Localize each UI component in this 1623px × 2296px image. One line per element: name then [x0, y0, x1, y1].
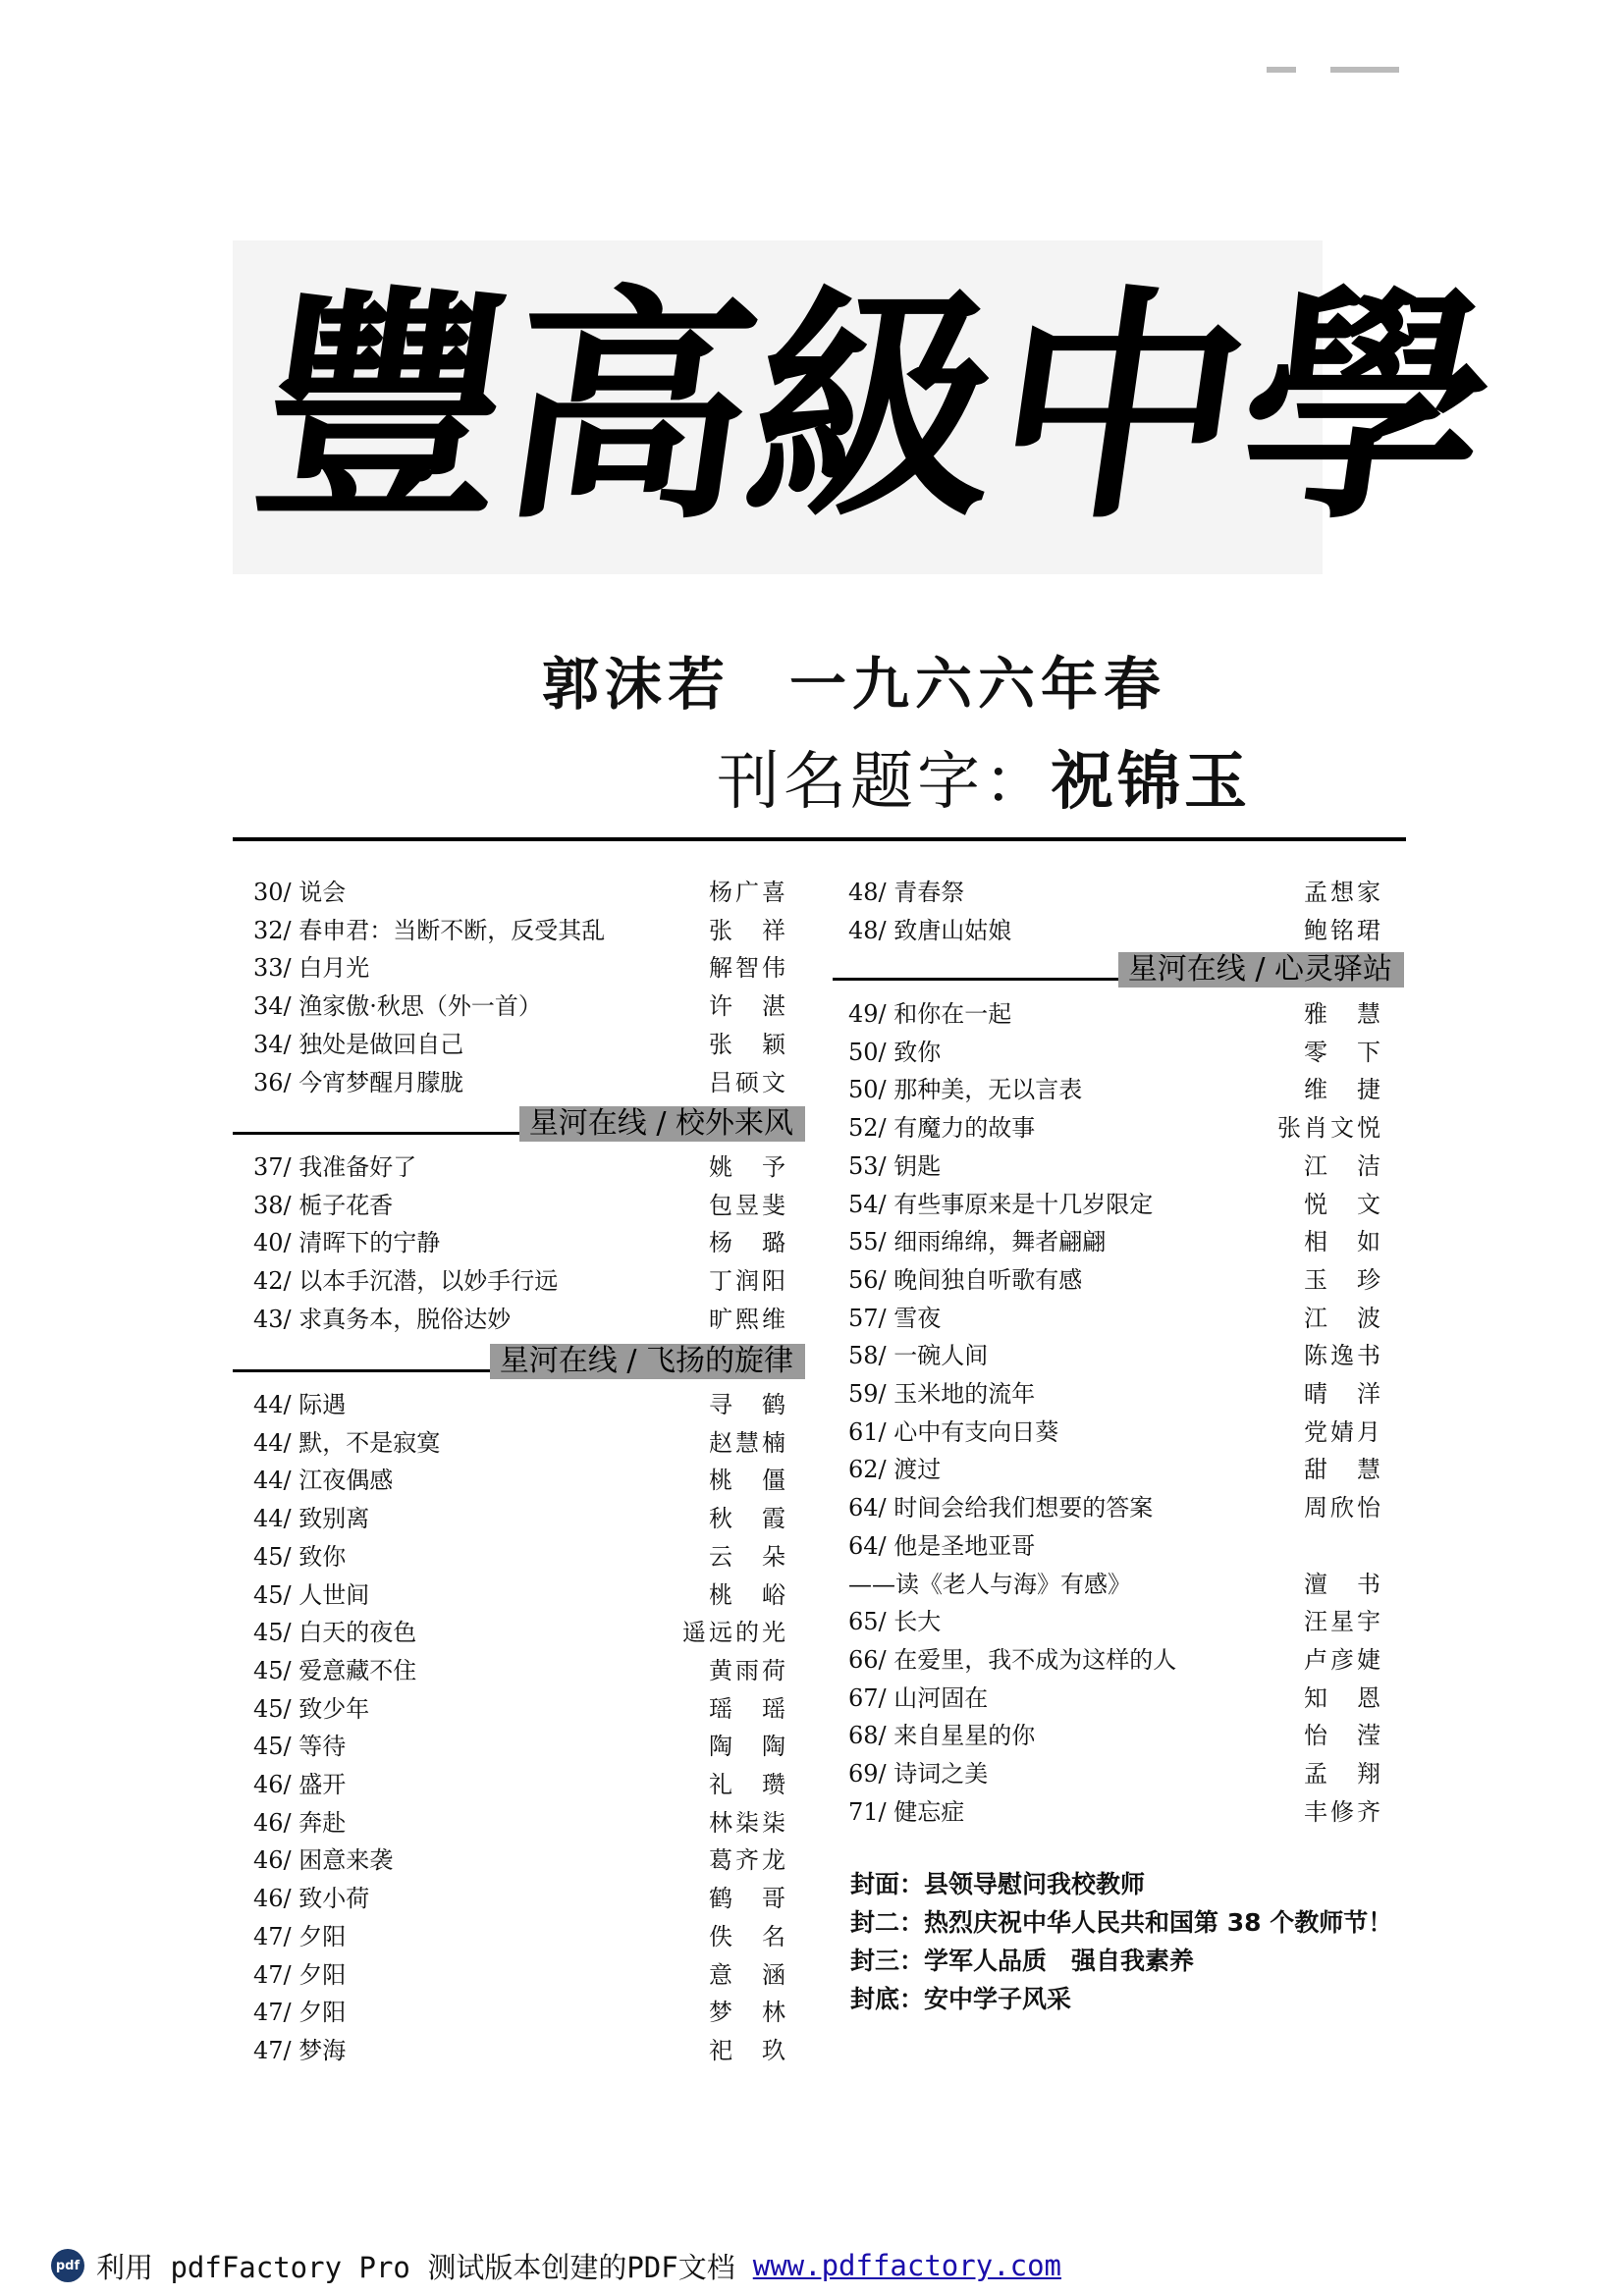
toc-entry: [253, 1538, 788, 1576]
toc-entry-author: 怡 滢: [1304, 1722, 1383, 1750]
toc-entry-title: 45/ 爱意藏不住: [253, 1656, 417, 1684]
toc-entry: [253, 1224, 788, 1262]
toc-entry-title: 54/ 有些事原来是十几岁限定: [848, 1190, 1154, 1218]
toc-entry-author: 黄雨荷: [709, 1656, 788, 1684]
toc-entry: [253, 1187, 788, 1225]
toc-entry: [253, 1026, 788, 1064]
cover-note: 封面：县领导慰问我校教师: [850, 1870, 1146, 1898]
toc-entry: [253, 1500, 788, 1538]
calligraphy-date: 一九六六年春: [789, 651, 1167, 718]
cover-note: 封底：安中学子风采: [850, 1985, 1072, 2013]
toc-entry-title: 40/ 清晖下的宁静: [253, 1229, 441, 1257]
toc-entry: [848, 1109, 1383, 1148]
toc-entry-author: 吕硕文: [709, 1068, 788, 1096]
toc-entry-title: 48/ 致唐山姑娘: [848, 916, 1012, 944]
toc-entry: [848, 1071, 1383, 1109]
toc-entry: [848, 995, 1383, 1034]
toc-entry-author: 桃 峪: [709, 1580, 788, 1609]
toc-entry-author: 张 颖: [709, 1030, 788, 1058]
toc-entry: [253, 1956, 788, 1995]
masthead-attribution: [542, 638, 1229, 721]
toc-entry-author: 江 波: [1304, 1304, 1383, 1332]
toc-entry-author: 晴 洋: [1304, 1380, 1383, 1408]
toc-entry-title: 52/ 有魔力的故事: [848, 1114, 1036, 1143]
toc-entry: [848, 1337, 1383, 1375]
toc-entry: [253, 1880, 788, 1918]
toc-entry-author: 桃 僵: [709, 1467, 788, 1495]
toc-entry-author: 维 捷: [1304, 1076, 1383, 1104]
section-label: 星河在线 / 飞扬的旋律: [490, 1344, 805, 1379]
toc-entry: [848, 1223, 1383, 1261]
toc-entry-author: 甜 慧: [1304, 1456, 1383, 1484]
toc-entry-title: 46/ 致小荷: [253, 1885, 370, 1913]
toc-entry-title: 34/ 渔家傲·秋思（外一首）: [253, 992, 542, 1021]
toc-entry-author: 陈逸书: [1304, 1342, 1383, 1370]
masthead-glyph: 學: [1223, 263, 1510, 552]
toc-entry-author: 孟 翔: [1304, 1760, 1383, 1788]
toc-entry-author: 鹤 哥: [709, 1885, 788, 1913]
toc-entry: [848, 1641, 1383, 1680]
toc-entry-title: 69/ 诗词之美: [848, 1760, 989, 1788]
toc-entry-author: 旷熙维: [709, 1305, 788, 1333]
toc-entry: [253, 1614, 788, 1652]
toc-entry: [848, 912, 1383, 950]
toc-entry: [848, 1793, 1383, 1832]
toc-entry-title: 44/ 际遇: [253, 1391, 347, 1418]
toc-entry: [848, 1755, 1383, 1793]
toc-entry-title: 55/ 细雨绵绵，舞者翩翩: [848, 1228, 1107, 1256]
toc-entry: [253, 949, 788, 988]
toc-entry: [848, 1414, 1383, 1452]
toc-entry: [848, 1680, 1383, 1718]
toc-entry-title: 61/ 心中有支向日葵: [848, 1417, 1059, 1446]
toc-entry-author: 知 恩: [1304, 1683, 1383, 1712]
toc-entry: [848, 1451, 1383, 1489]
toc-entry-author: 张肖文悦: [1277, 1114, 1383, 1143]
toc-entry: [253, 1462, 788, 1500]
toc-entry-title: 62/ 渡过: [848, 1456, 942, 1484]
toc-entry-title: 45/ 致你: [253, 1542, 347, 1571]
toc-entry-author: 零 下: [1304, 1038, 1383, 1066]
toc-entry-author: 祀 玖: [709, 2036, 788, 2064]
toc-entry-author: 陶 陶: [709, 1733, 788, 1761]
title-credit: [717, 731, 1251, 822]
toc-entry-author: 赵慧楠: [709, 1428, 788, 1457]
toc-entry-title: ——读《老人与海》有感》: [848, 1570, 1131, 1598]
toc-entry-title: 47/ 夕阳: [253, 1960, 347, 1989]
toc-entry-author: 党婧月: [1304, 1417, 1383, 1446]
masthead-glyph: 豐: [242, 263, 528, 552]
toc-entry-title: 50/ 致你: [848, 1038, 942, 1066]
toc-entry-author: 丰修齐: [1304, 1797, 1383, 1826]
toc-entry-title: 45/ 致少年: [253, 1694, 370, 1723]
toc-entry: [253, 1918, 788, 1956]
toc-entry-title: 44/ 江夜偶感: [253, 1467, 394, 1495]
toc-entry-author: 玉 珍: [1304, 1265, 1383, 1294]
title-credit-prefix: 刊名题字：: [717, 746, 1051, 819]
toc-entry-title: 66/ 在爱里，我不成为这样的人: [848, 1645, 1177, 1674]
toc-entry-title: 65/ 长大: [848, 1608, 942, 1636]
toc-entry-author: 寻 鹤: [709, 1391, 788, 1418]
toc-entry-title: 49/ 和你在一起: [848, 1000, 1012, 1028]
section-header: [233, 1344, 805, 1379]
toc-entry-title: 42/ 以本手沉潜，以妙手行远: [253, 1267, 559, 1296]
toc-entry-author: 杨 璐: [709, 1229, 788, 1257]
cover-note: 封三：学军人品质 强自我素养: [850, 1947, 1195, 1975]
toc-entry: [253, 874, 788, 912]
toc-entry-author: 孟想家: [1304, 879, 1383, 906]
toc-entry-author: 佚 名: [709, 1922, 788, 1950]
toc-entry: [848, 874, 1383, 912]
toc-entry-title: 44/ 默，不是寂寞: [253, 1428, 441, 1457]
divider: [233, 837, 1406, 841]
toc-entry-author: 江 洁: [1304, 1151, 1383, 1180]
toc-entry-title: 57/ 雪夜: [848, 1304, 942, 1332]
toc-entry: [253, 1728, 788, 1766]
toc-entry-title: 53/ 钥匙: [848, 1151, 942, 1180]
toc-entry: [253, 912, 788, 950]
toc-entry: [848, 1717, 1383, 1755]
toc-entry: [848, 1566, 1383, 1604]
toc-entry-author: 鲍铭珺: [1304, 916, 1383, 944]
toc-entry-title: 33/ 白月光: [253, 954, 370, 983]
toc-entry: [848, 1603, 1383, 1641]
toc-entry-title: 32/ 春申君：当断不断，反受其乱: [253, 916, 606, 944]
toc-entry: [253, 1424, 788, 1463]
toc-entry-author: 礼 瓒: [709, 1771, 788, 1798]
toc-entry-author: 解智伟: [709, 954, 788, 983]
toc-entry-author: 瑶 瑶: [709, 1694, 788, 1723]
toc-entry-title: 56/ 晚间独自听歌有感: [848, 1265, 1083, 1294]
toc-entry-author: 云 朵: [709, 1542, 788, 1571]
toc-entry: [848, 1034, 1383, 1072]
toc-entry-title: 43/ 求真务本，脱俗达妙: [253, 1305, 512, 1333]
toc-entry: [253, 1690, 788, 1729]
toc-entry-author: 相 如: [1304, 1228, 1383, 1256]
toc-entry-author: 张 祥: [709, 916, 788, 944]
toc-entry-author: 遥远的光: [682, 1619, 788, 1647]
toc-entry-author: 悦 文: [1304, 1190, 1383, 1218]
toc-entry-title: 68/ 来自星星的你: [848, 1722, 1036, 1750]
toc-entry-title: 47/ 夕阳: [253, 1922, 347, 1950]
toc-entry-author: 葛齐龙: [709, 1846, 788, 1875]
toc-entry-title: 64/ 他是圣地亚哥: [848, 1531, 1036, 1560]
toc-entry-title: 48/ 青春祭: [848, 879, 965, 906]
toc-entry: [253, 1064, 788, 1102]
toc-entry-title: 36/ 今宵梦醒月朦胧: [253, 1068, 464, 1096]
toc-entry-author: 包昱斐: [709, 1191, 788, 1219]
toc-entry-author: 许 湛: [709, 992, 788, 1021]
toc-entry-title: 71/ 健忘症: [848, 1797, 965, 1826]
toc-entry: [848, 1148, 1383, 1186]
pdffactory-logo-icon: pdf: [51, 2249, 84, 2282]
toc-entry: [253, 1994, 788, 2032]
toc-entry-title: 47/ 梦海: [253, 2036, 347, 2064]
toc-entry: [253, 1148, 788, 1187]
section-header: [233, 1106, 805, 1142]
title-credit-name: 祝锦玉: [1051, 745, 1251, 819]
toc-entry-title: 46/ 盛开: [253, 1771, 347, 1798]
toc-entry-title: 59/ 玉米地的流年: [848, 1380, 1036, 1408]
toc-entry-title: 50/ 那种美，无以言表: [848, 1076, 1083, 1104]
toc-entry: [253, 1804, 788, 1842]
cover-note: 封二：热烈庆祝中华人民共和国第 38 个教师节！: [850, 1908, 1393, 1937]
toc-entry-author: 雅 慧: [1304, 1000, 1383, 1028]
toc-entry: [848, 1489, 1383, 1527]
footer-link[interactable]: www.pdffactory.com: [752, 2249, 1062, 2282]
masthead-glyph: 中: [978, 263, 1265, 552]
toc-entry-title: 30/ 说会: [253, 879, 347, 906]
toc-entry-title: 38/ 栀子花香: [253, 1191, 394, 1219]
toc-entry-title: 64/ 时间会给我们想要的答案: [848, 1494, 1154, 1522]
toc-entry-author: 杨广喜: [709, 879, 788, 906]
toc-entry: [848, 1186, 1383, 1224]
footer-text: 利用 pdfFactory Pro 测试版本创建的PDF文档: [96, 2250, 735, 2284]
toc-entry-title: 45/ 等待: [253, 1733, 347, 1761]
toc-entry-author: 林柒柒: [709, 1808, 788, 1837]
toc-entry-author: 丁润阳: [709, 1267, 788, 1296]
toc-entry-title: 46/ 困意来袭: [253, 1846, 394, 1875]
masthead-calligraphy: [233, 240, 1510, 574]
toc-entry-title: 67/ 山河固在: [848, 1683, 989, 1712]
toc-entry: [848, 1375, 1383, 1414]
toc-entry: [848, 1527, 1383, 1566]
toc-entry-author: 姚 予: [709, 1153, 788, 1181]
toc-entry: [253, 1262, 788, 1301]
toc-entry: [253, 988, 788, 1026]
toc-entry-author: 汪星宇: [1304, 1608, 1383, 1636]
toc-entry-author: 秋 霞: [709, 1505, 788, 1533]
section-label: 星河在线 / 心灵驿站: [1118, 952, 1404, 988]
toc-entry-title: 45/ 白天的夜色: [253, 1619, 417, 1647]
cover-notes: [850, 1865, 1392, 2018]
scan-marks: [1262, 67, 1419, 79]
toc-entry-title: 34/ 独处是做回自己: [253, 1030, 464, 1058]
toc-entry-title: 45/ 人世间: [253, 1580, 370, 1609]
toc-entry: [253, 1576, 788, 1615]
toc-entry: [253, 1842, 788, 1880]
toc-entry-title: 46/ 奔赴: [253, 1808, 347, 1837]
toc-entry: [253, 1652, 788, 1690]
toc-entry: [253, 1766, 788, 1804]
toc-entry-author: 澶 书: [1304, 1570, 1383, 1598]
section-label: 星河在线 / 校外来风: [519, 1106, 805, 1142]
toc-entry-title: 37/ 我准备好了: [253, 1153, 417, 1181]
toc-entry: [848, 1261, 1383, 1300]
toc-entry-title: 47/ 夕阳: [253, 1999, 347, 2027]
toc-entry-title: 44/ 致别离: [253, 1505, 370, 1533]
toc-entry-author: 梦 林: [709, 1999, 788, 2027]
toc-entry: [253, 1301, 788, 1339]
toc-entry: [848, 1300, 1383, 1338]
toc-entry-title: 58/ 一碗人间: [848, 1342, 989, 1370]
toc-entry-author: 卢彦婕: [1304, 1645, 1383, 1674]
calligrapher-name: 郭沫若: [542, 651, 731, 718]
section-header: [833, 952, 1404, 988]
pdf-footer: [51, 2246, 1061, 2285]
toc-entry-author: 周欣怡: [1304, 1494, 1383, 1522]
toc-entry: [253, 2032, 788, 2070]
toc-entry: [253, 1386, 788, 1424]
masthead-glyph: 高: [487, 263, 774, 552]
masthead-glyph: 級: [732, 263, 1019, 552]
toc-entry-author: 意 涵: [709, 1960, 788, 1989]
